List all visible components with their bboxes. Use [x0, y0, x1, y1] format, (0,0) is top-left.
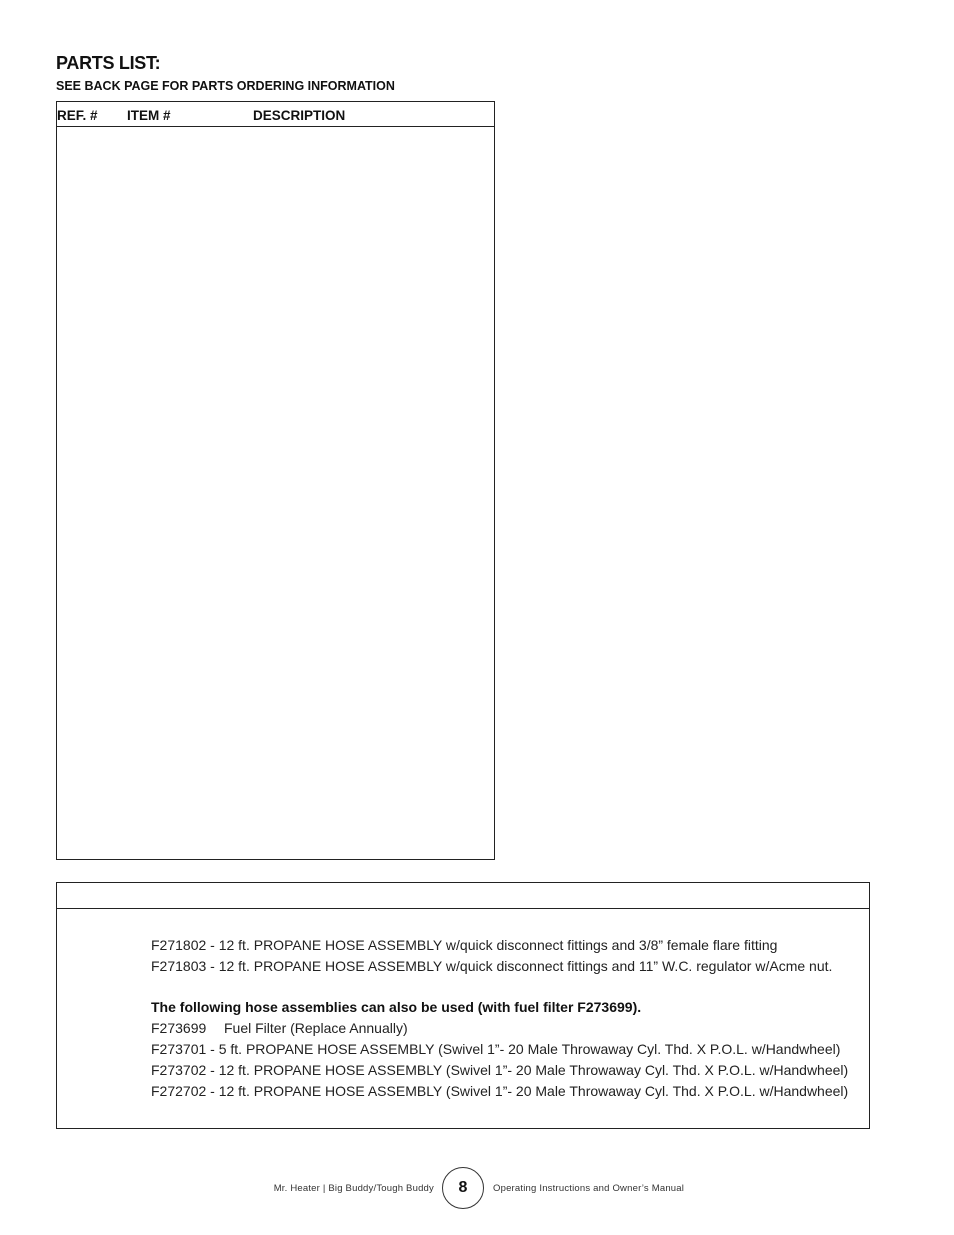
alternative-hoses-heading: The following hose assemblies can also be used (with fuel filter F273699).: [151, 999, 642, 1015]
spacer: [151, 977, 848, 997]
accessories-list: [151, 935, 848, 1102]
page-title: PARTS LIST:: [56, 53, 161, 73]
alternative-hose-item: F272702 - 12 ft. PROPANE HOSE ASSEMBLY (Swivel 1”- 20 Male Throwaway Cyl. Thd. X P.O.L. w/Handwheel): [151, 1083, 849, 1099]
parts-ordering-note: SEE BACK PAGE FOR PARTS ORDERING INFORMATION: [56, 79, 395, 93]
page-number: 8: [458, 1179, 468, 1196]
column-header-item: ITEM #: [127, 108, 171, 123]
accessories-box-header: [57, 883, 869, 909]
page-footer: [0, 1166, 954, 1212]
fuel-filter-code: F273699: [151, 1020, 207, 1036]
parts-table-header: [57, 102, 494, 127]
footer-product-name: Mr. Heater | Big Buddy/Tough Buddy: [273, 1183, 434, 1194]
alternative-hose-item: F273701 - 5 ft. PROPANE HOSE ASSEMBLY (Swivel 1”- 20 Male Throwaway Cyl. Thd. X P.O.L. w/Handwheel): [151, 1041, 841, 1057]
hose-assembly-item: F271802 - 12 ft. PROPANE HOSE ASSEMBLY w/quick disconnect fittings and 3/8” female flare fitting: [151, 937, 778, 953]
fuel-filter-description: Fuel Filter (Replace Annually): [224, 1020, 408, 1036]
footer-manual-title: Operating Instructions and Owner’s Manual: [493, 1183, 685, 1194]
parts-table-body: [57, 127, 494, 859]
alternative-hose-item: F273702 - 12 ft. PROPANE HOSE ASSEMBLY (Swivel 1”- 20 Male Throwaway Cyl. Thd. X P.O.L. w/Handwheel): [151, 1062, 849, 1078]
column-header-ref: REF. #: [57, 108, 98, 123]
accessories-box: [56, 882, 870, 1129]
parts-table: [56, 101, 495, 860]
page-number-badge: [442, 1167, 484, 1209]
hose-assembly-item: F271803 - 12 ft. PROPANE HOSE ASSEMBLY w/quick disconnect fittings and 11” W.C. regulator w/Acme nut.: [151, 958, 833, 974]
column-header-description: DESCRIPTION: [253, 108, 346, 123]
fuel-filter-item: [151, 1018, 848, 1039]
